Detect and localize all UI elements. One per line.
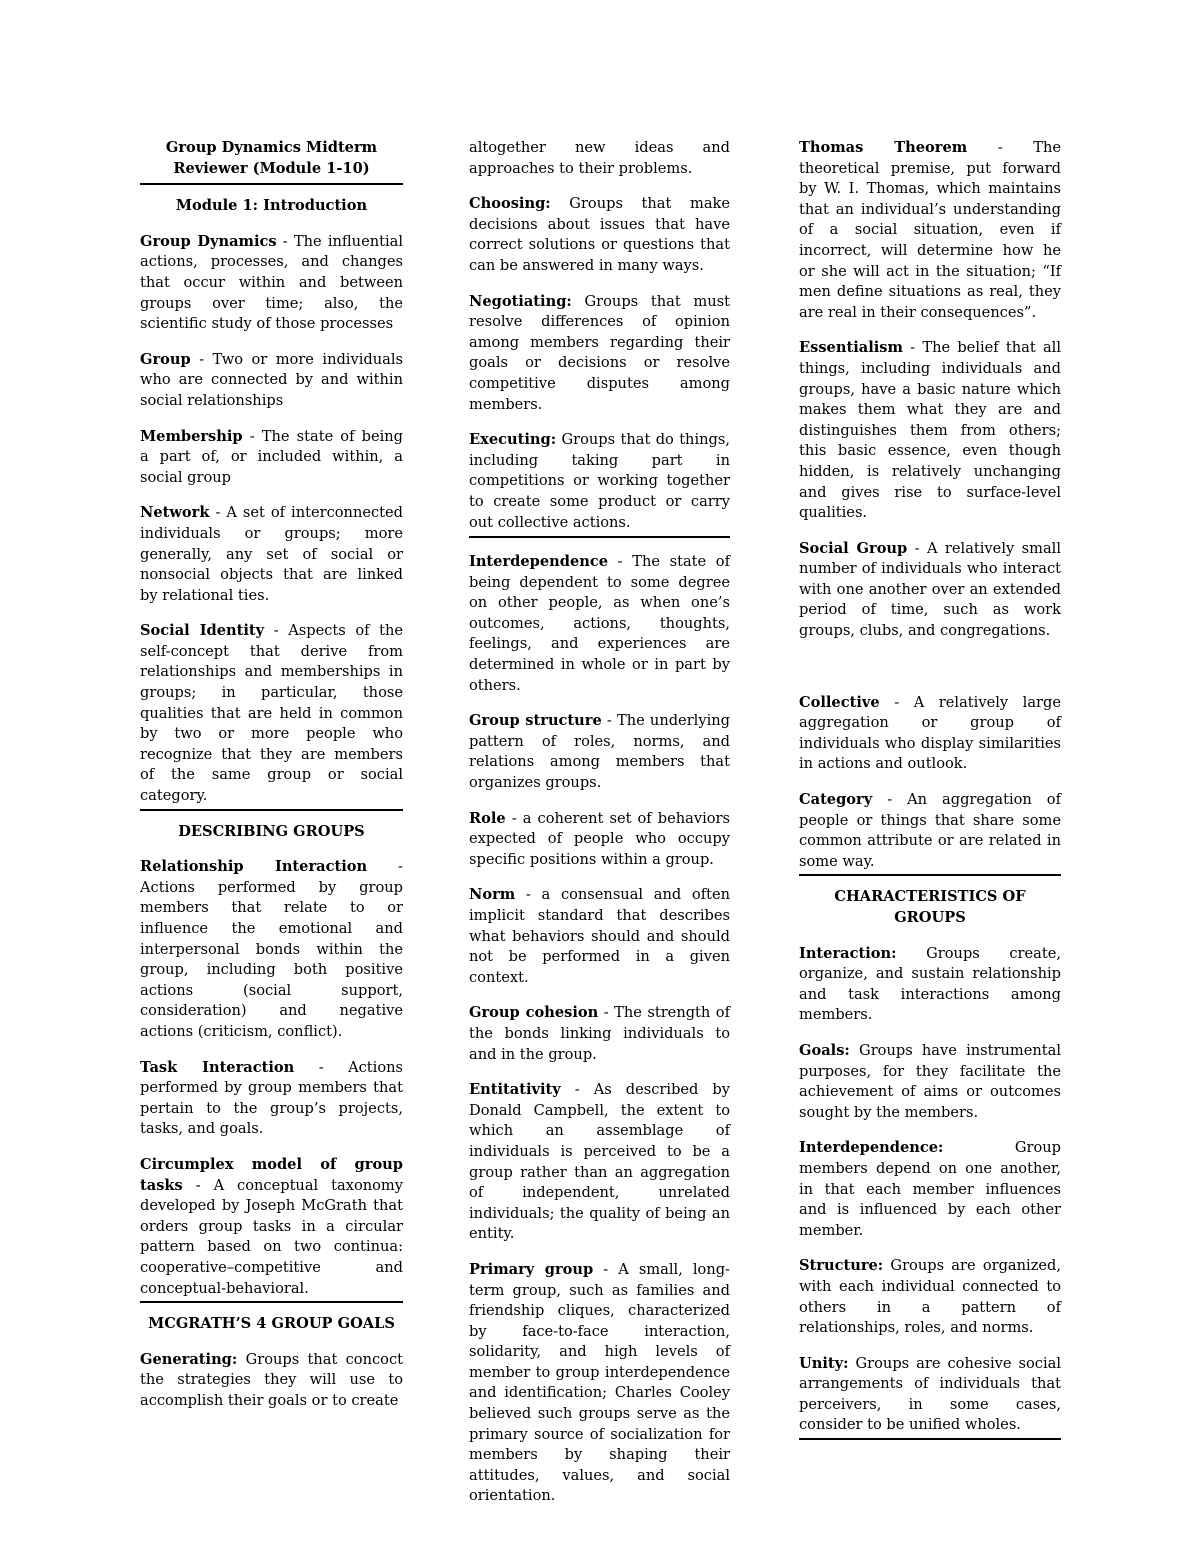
definition-entry: Role - a coherent set of behaviors expected of people who occupy specific positions within a group.	[469, 809, 730, 868]
divider	[469, 536, 730, 538]
section-heading: CHARACTERISTICS OF GROUPS	[834, 888, 1026, 926]
divider	[140, 183, 403, 185]
document-title: Group Dynamics Midterm Reviewer (Module 1-10)	[165, 139, 378, 177]
characteristic-entry: Unity: Groups are cohesive social arrangements of individuals that perceivers, in some cases, consider to be unified wholes.	[799, 1354, 1062, 1434]
characteristic-entry: Interdependence: Group members depend on one another, in that each member influences and is influenced by each other member.	[799, 1139, 1061, 1239]
goal-entry: Generating: Groups that concoct the strategies they will use to accomplish their goals or to create	[140, 1350, 403, 1409]
definition-entry: Social Group - A relatively small number of individuals who interact with one another over an extended period of time, such as work groups, clubs, and congregations.	[799, 539, 1061, 640]
definition-entry: Entitativity - As described by Donald Campbell, the extent to which an assemblage of individuals is perceived to be a group rather than an aggregation of independent, unrelated individuals; the quality of being an entity.	[469, 1081, 730, 1243]
definition-entry: Group - Two or more individuals who are connected by and within social relationships	[140, 350, 403, 409]
definition-entry: Thomas Theorem - The theoretical premise, put forward by W. I. Thomas, which maintains that an individual’s understanding of a social situation, even if incorrect, will determine how he or she will act in the situation; “If men define situations as real, they are real in their consequences”.	[799, 139, 1061, 321]
definition-entry: Interdependence - The state of being dependent to some degree on other people, as when one’s outcomes, actions, thoughts, feelings, and experiences are determined in whole or in part by others.	[469, 553, 730, 694]
divider	[140, 1301, 403, 1303]
characteristic-entry: Structure: Groups are organized, with each individual connected to others in a pattern of relationships, roles, and norms.	[799, 1257, 1062, 1337]
goal-entry: Executing: Groups that do things, including taking part in competitions or working together to create some product or carry out collective actions.	[469, 431, 730, 531]
definition-entry: Primary group - A small, long-term group, such as families and friendship cliques, characterized by face-to-face interaction, solidarity, and high levels of member to group interdependence and identification; Charles Cooley believed such groups serve as the primary source of socialization for members by shaping their attitudes, values, and social orientation.	[469, 1260, 730, 1505]
definition-entry: Relationship Interaction - Actions performed by group members that relate to or influence the emotional and interpersonal bonds within the group, including both positive actions (social support, consideration) and negative actions (criticism, conflict).	[140, 858, 403, 1040]
continued-text: altogether new ideas and approaches to their problems.	[469, 139, 730, 177]
definition-entry: Social Identity - Aspects of the self-concept that derive from relationships and memberships in groups; in particular, those qualities that are held in common by two or more people who recognize that they are members of the same group or social category.	[140, 622, 403, 805]
definition-entry: Task Interaction - Actions performed by group members that pertain to the group’s projects, tasks, and goals.	[140, 1058, 404, 1138]
module-heading: Module 1: Introduction	[175, 197, 368, 215]
definition-entry: Essentialism - The belief that all things, including individuals and groups, have a basic nature which makes them what they are and distinguishes them from others; this basic essence, even though hidden, is relatively unchanging and gives rise to surface-level qualities.	[799, 339, 1061, 522]
characteristic-entry: Interaction: Groups create, organize, and sustain relationship and task interactions among members.	[799, 944, 1062, 1024]
definition-entry: Norm - a consensual and often implicit standard that describes what behaviors should and should not be performed in a given context.	[469, 886, 730, 986]
column-2	[469, 138, 730, 1522]
divider	[140, 809, 403, 811]
definition-entry: Membership - The state of being a part of, or included within, a social group	[140, 427, 403, 486]
section-heading: DESCRIBING GROUPS	[178, 822, 365, 840]
definition-entry: Collective - A relatively large aggregation or group of individuals who display similarities in actions and outlook.	[799, 693, 1061, 773]
definition-entry: Network - A set of interconnected individuals or groups; more generally, any set of social or nonsocial objects that are linked by relational ties.	[140, 504, 403, 604]
column-3	[799, 138, 1061, 1440]
column-1	[140, 138, 403, 1426]
definition-entry: Circumplex model of group tasks - A conceptual taxonomy developed by Joseph McGrath that orders group tasks in a circular pattern based on two continua: cooperative–competitive and conceptual-behavioral.	[140, 1155, 403, 1297]
section-heading: MCGRATH’S 4 GROUP GOALS	[148, 1315, 395, 1333]
definition-entry: Group Dynamics - The influential actions, processes, and changes that occur within and between groups over time; also, the scientific study of those processes	[140, 232, 404, 333]
definition-entry: Group cohesion - The strength of the bonds linking individuals to and in the group.	[469, 1004, 730, 1063]
definition-entry: Group structure - The underlying pattern of roles, norms, and relations among members that organizes groups.	[469, 712, 730, 792]
spacer	[799, 657, 1061, 693]
divider	[799, 874, 1061, 876]
characteristic-entry: Goals: Groups have instrumental purposes, for they facilitate the achievement of aims or outcomes sought by the members.	[799, 1041, 1061, 1121]
goal-entry: Negotiating: Groups that must resolve differences of opinion among members regarding their goals or decisions or resolve competitive disputes among members.	[469, 292, 730, 413]
goal-entry: Choosing: Groups that make decisions about issues that have correct solutions or questions that can be answered in many ways.	[469, 195, 731, 274]
divider	[799, 1438, 1061, 1440]
definition-entry: Category - An aggregation of people or things that share some common attribute or are related in some way.	[799, 791, 1061, 870]
